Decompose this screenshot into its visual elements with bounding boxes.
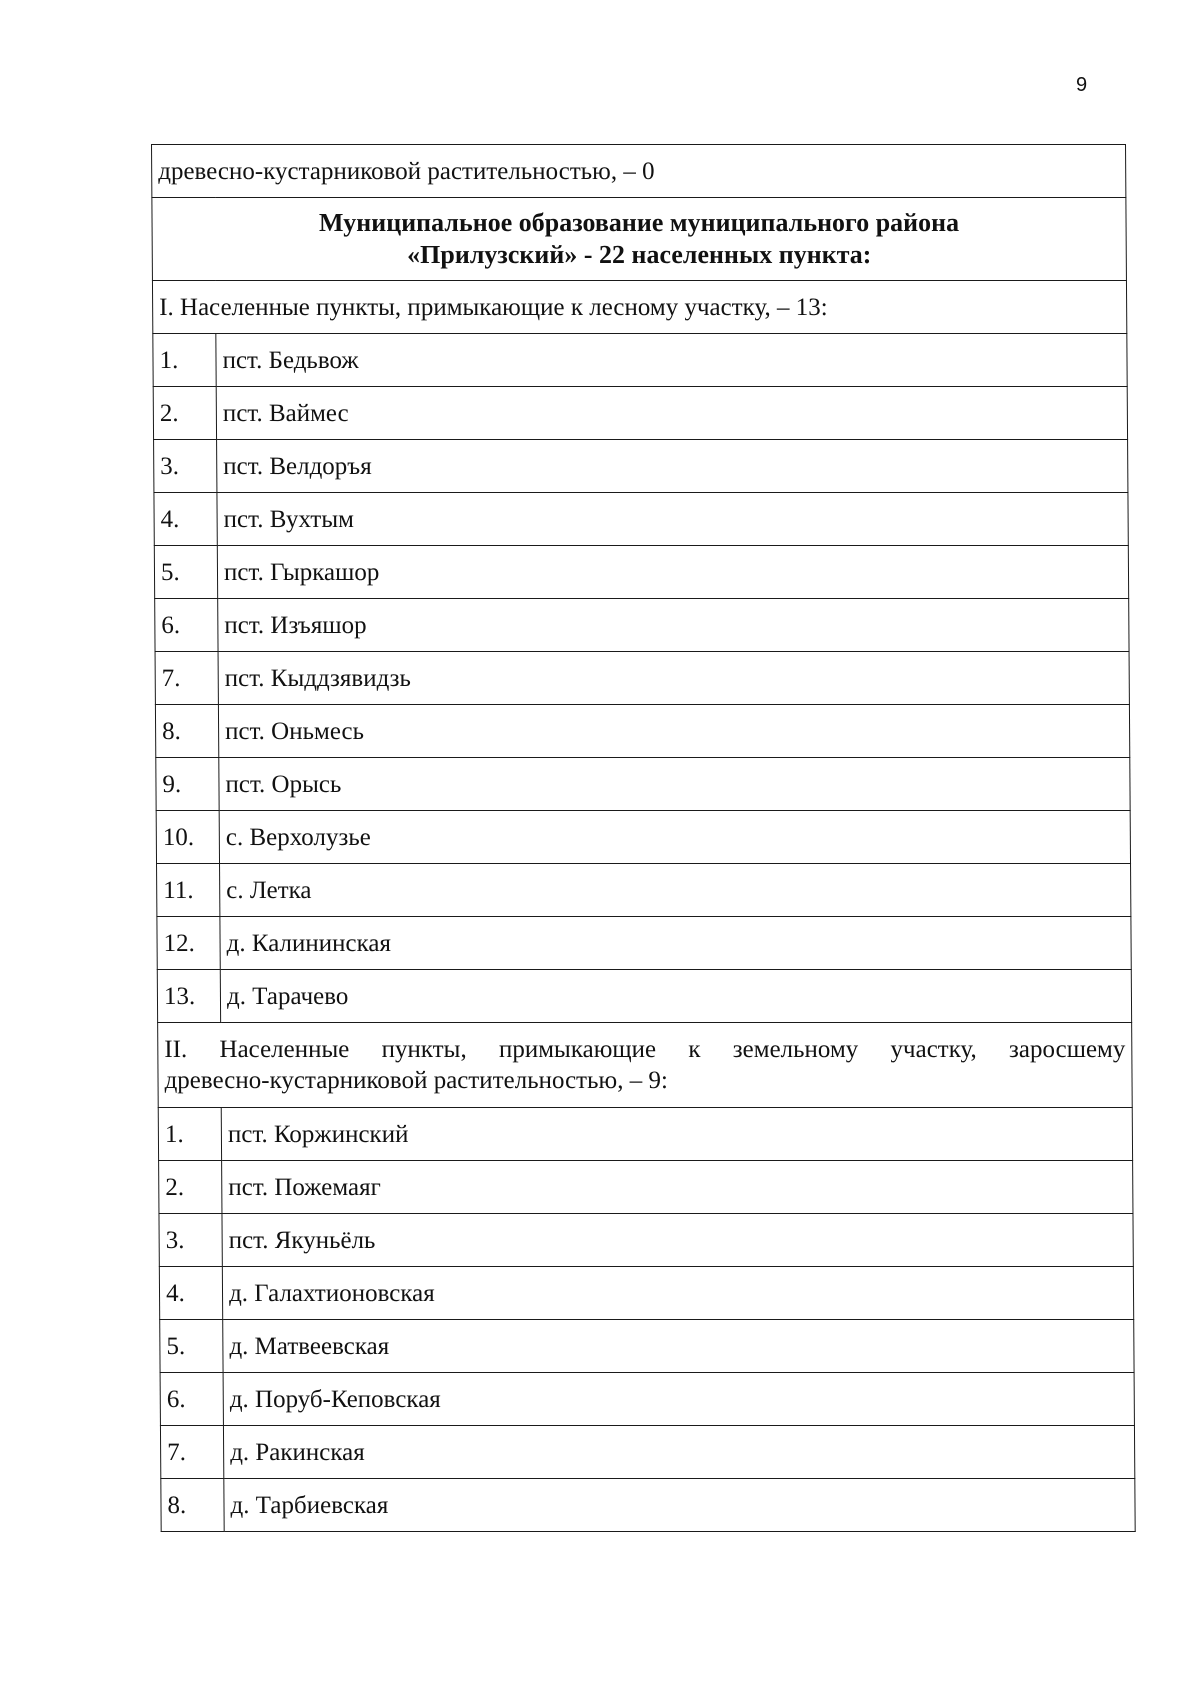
settlement-name: пст. Кыддзявидзь <box>218 652 1129 705</box>
table-row <box>153 334 1127 387</box>
table-row <box>158 1108 1132 1161</box>
table-row <box>160 1320 1134 1373</box>
continued-text: древесно-кустарниковой растительностью, – 0 <box>152 145 1126 198</box>
row-number: 4. <box>159 1267 222 1320</box>
row-number: 11. <box>157 864 220 917</box>
settlement-name: пст. Вухтым <box>217 493 1128 546</box>
section-2-title-line-1: II. Населенные пункты, примыкающие к земельному участку, заросшему <box>164 1036 1126 1063</box>
row-number: 5. <box>160 1320 223 1373</box>
settlement-name: пст. Ваймес <box>216 387 1127 440</box>
settlement-name: д. Тарбиевская <box>224 1479 1135 1532</box>
table-row <box>159 1267 1133 1320</box>
continued-row <box>152 145 1126 198</box>
section-2-row <box>158 1023 1133 1108</box>
table-row <box>159 1214 1133 1267</box>
heading-line-1: Муниципальное образование муниципального района <box>318 208 960 237</box>
table-row <box>157 970 1131 1023</box>
row-number: 13. <box>157 970 220 1023</box>
row-number: 6. <box>155 599 218 652</box>
section-1-title: I. Населенные пункты, примыкающие к лесному участку, – 13: <box>152 281 1126 334</box>
row-number: 4. <box>154 493 217 546</box>
settlement-name: пст. Изъяшор <box>218 599 1129 652</box>
row-number: 7. <box>160 1426 223 1479</box>
row-number: 8. <box>161 1479 224 1532</box>
page-number: 9 <box>1076 74 1088 96</box>
settlements-table <box>151 144 1136 1532</box>
row-number: 1. <box>153 334 216 387</box>
table-row <box>160 1373 1134 1426</box>
table-row <box>154 546 1128 599</box>
settlement-name: д. Матвеевская <box>223 1320 1134 1373</box>
section-2-title <box>158 1023 1133 1108</box>
settlement-name: д. Ракинская <box>223 1426 1134 1479</box>
table-row <box>153 387 1127 440</box>
settlement-name: д. Галахтионовская <box>222 1267 1133 1320</box>
heading-line-2: «Прилузский» - 22 населенных пункта: <box>407 240 872 269</box>
table-row <box>155 652 1129 705</box>
table-row <box>156 758 1130 811</box>
table-row <box>154 440 1128 493</box>
section-1-row <box>152 281 1126 334</box>
table-row <box>155 599 1129 652</box>
settlement-name: пст. Оньмесь <box>218 705 1129 758</box>
table-row <box>157 917 1131 970</box>
settlement-name: пст. Якуньёль <box>222 1214 1133 1267</box>
table-row <box>160 1426 1134 1479</box>
table-row <box>156 811 1130 864</box>
row-number: 2. <box>159 1161 222 1214</box>
table-row <box>157 864 1131 917</box>
settlement-name: пст. Гыркашор <box>217 546 1128 599</box>
row-number: 5. <box>154 546 217 599</box>
municipality-heading <box>152 198 1127 281</box>
settlement-name: с. Верхолузье <box>219 811 1130 864</box>
row-number: 6. <box>160 1373 223 1426</box>
settlement-name: пст. Орысь <box>219 758 1130 811</box>
settlement-name: пст. Велдоръя <box>217 440 1128 493</box>
table-row <box>161 1479 1135 1532</box>
heading-row <box>152 198 1127 281</box>
table-row <box>159 1161 1133 1214</box>
row-number: 2. <box>153 387 216 440</box>
row-number: 8. <box>155 705 218 758</box>
table-row <box>155 705 1129 758</box>
settlement-name: с. Летка <box>220 864 1131 917</box>
settlement-name: пст. Коржинский <box>221 1108 1132 1161</box>
row-number: 12. <box>157 917 220 970</box>
settlement-name: д. Калининская <box>220 917 1131 970</box>
row-number: 7. <box>155 652 218 705</box>
row-number: 10. <box>156 811 219 864</box>
row-number: 1. <box>158 1108 221 1161</box>
settlement-name: пст. Бедьвож <box>216 334 1127 387</box>
row-number: 3. <box>159 1214 222 1267</box>
row-number: 9. <box>156 758 219 811</box>
settlement-name: д. Тарачево <box>220 970 1131 1023</box>
settlement-name: пст. Пожемаяг <box>222 1161 1133 1214</box>
row-number: 3. <box>154 440 217 493</box>
settlement-name: д. Поруб-Кеповская <box>223 1373 1134 1426</box>
section-2-title-line-2: древесно-кустарниковой растительностью, – 9: <box>164 1067 668 1094</box>
table-row <box>154 493 1128 546</box>
